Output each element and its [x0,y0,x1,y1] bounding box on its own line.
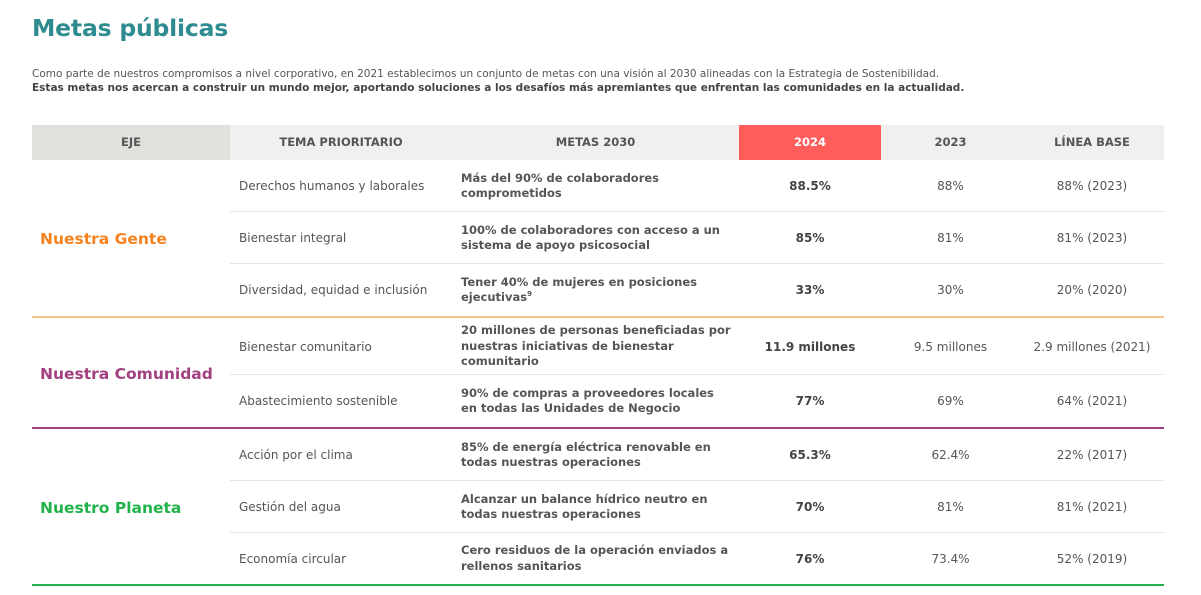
tema-cell-text: Derechos humanos y laborales [239,179,425,193]
value-2023-cell-text: 30% [937,283,964,297]
baseline-cell [1020,160,1164,212]
tema-cell-text: Gestión del agua [239,500,341,514]
table-row [230,481,1164,533]
meta-cell-text: Cero residuos de la operación enviados a rellenos sanitarios [461,543,729,573]
value-2024-cell-text: 76% [795,551,825,566]
tema-cell-text: Abastecimiento sostenible [239,394,398,408]
meta-cell [461,429,731,481]
value-2024-cell [739,160,881,212]
value-2024-cell-text: 65.3% [789,448,831,462]
value-2023-cell-text: 69% [937,394,964,408]
value-2023-cell-text: 88% [937,179,964,193]
meta-cell-text: 85% de energía eléctrica renovable en todas nuestras operaciones [461,439,711,469]
value-2024-cell-text: 77% [795,394,825,408]
baseline-cell-text: 52% (2019) [1056,551,1128,566]
goals-table [32,125,1164,586]
baseline-cell-text: 88% (2023) [1056,179,1128,193]
meta-text: Tener 40% de mujeres en posiciones ejecutivas [461,274,697,304]
group-nuestro-planeta [32,429,1164,586]
meta-cell-text: 100% de colaboradores con acceso a un sistema de apoyo psicosocial [461,222,720,252]
tema-cell [239,318,449,375]
baseline-cell [1020,318,1164,375]
value-2023-cell-text: 62.4% [931,448,970,462]
value-2024-cell-text: 85% [795,231,825,245]
value-2023-cell-text: 81% [937,500,964,514]
baseline-cell-text: 64% (2021) [1056,394,1128,408]
value-2023-cell [881,318,1020,375]
tema-cell [239,160,449,212]
tema-cell [239,264,449,316]
baseline-cell-text: 22% (2017) [1056,448,1128,462]
group-label: Nuestra Comunidad [40,364,213,383]
value-2024-cell [739,429,881,481]
meta-cell [461,481,731,533]
baseline-cell-text: 20% (2020) [1056,283,1128,297]
value-2024-cell [739,481,881,533]
group-label: Nuestro Planeta [40,498,182,517]
tema-cell-text: Bienestar comunitario [239,339,372,354]
meta-cell-text: 20 millones de personas beneficiadas por nuestras iniciativas de bienestar comunitario [461,323,731,369]
meta-cell [461,318,731,375]
table-row [230,375,1164,427]
meta-cell [461,264,731,316]
table-row [230,533,1164,584]
intro-highlight: Estas metas nos acercan a construir un mundo mejor, aportando soluciones a los desafíos más apremiantes que enfrentan las comunidades en la actualidad. [32,82,965,94]
group-label: Nuestra Gente [40,230,167,248]
table-row [230,264,1164,316]
value-2024-cell-text: 88.5% [789,179,831,193]
tema-cell-text: Bienestar integral [239,231,347,245]
baseline-cell-text: 2.9 millones (2021) [1033,339,1151,354]
meta-cell-text: 90% de compras a proveedores locales en todas las Unidades de Negocio [461,385,714,415]
header-eje: EJE [32,125,230,160]
value-2023-cell-text: 9.5 millones [913,339,988,354]
baseline-cell [1020,264,1164,316]
tema-cell-text: Economía circular [239,551,347,566]
tema-cell [239,429,449,481]
intro-paragraph: Como parte de nuestros compromisos a nivel corporativo, en 2021 establecimos un conjunto de metas con una visión al 2030 alineadas con la Estrategia de Sostenibilidad. [32,68,940,80]
value-2024-cell-text: 11.9 millones [764,339,856,354]
tema-cell-text: Acción por el clima [239,448,353,462]
baseline-cell [1020,481,1164,533]
meta-cell-text: Más del 90% de colaboradores comprometidos [461,170,660,200]
intro-text [32,67,1172,95]
meta-cell-text [461,275,731,306]
tema-cell-text: Diversidad, equidad e inclusión [239,283,428,297]
header-tema: TEMA PRIORITARIO [230,125,452,160]
header-base: LÍNEA BASE [1020,125,1164,160]
meta-cell [461,533,731,584]
header-2024: 2024 [739,125,881,160]
value-2023-cell-text: 81% [937,231,964,245]
group-nuestra-comunidad [32,318,1164,429]
value-2023-cell [881,264,1020,316]
table-row [230,429,1164,481]
value-2024-cell-text: 33% [795,283,825,297]
value-2023-cell [881,375,1020,427]
tema-cell [239,375,449,427]
value-2023-cell [881,481,1020,533]
value-2023-cell [881,212,1020,264]
tema-cell [239,481,449,533]
footnote-marker: 9 [527,290,532,299]
baseline-cell-text: 81% (2021) [1056,500,1128,514]
table-header [32,125,1164,160]
value-2023-cell [881,429,1020,481]
header-metas: METAS 2030 [452,125,739,160]
page-title: Metas públicas [32,14,229,42]
value-2023-cell-text: 73.4% [931,551,970,566]
baseline-cell [1020,212,1164,264]
value-2024-cell [739,375,881,427]
table-row [230,318,1164,375]
baseline-cell [1020,533,1164,584]
header-2023: 2023 [881,125,1020,160]
value-2023-cell [881,533,1020,584]
group-nuestra-gente [32,160,1164,318]
value-2023-cell [881,160,1020,212]
value-2024-cell [739,264,881,316]
table-row [230,212,1164,264]
baseline-cell [1020,429,1164,481]
value-2024-cell [739,533,881,584]
group-divider [32,584,1164,586]
baseline-cell [1020,375,1164,427]
value-2024-cell-text: 70% [795,500,825,514]
value-2024-cell [739,318,881,375]
meta-cell [461,375,731,427]
value-2024-cell [739,212,881,264]
meta-cell [461,160,731,212]
tema-cell [239,533,449,584]
baseline-cell-text: 81% (2023) [1056,231,1128,245]
table-row [230,160,1164,212]
table-body [32,160,1164,586]
tema-cell [239,212,449,264]
meta-cell-text: Alcanzar un balance hídrico neutro en todas nuestras operaciones [461,491,708,521]
meta-cell [461,212,731,264]
